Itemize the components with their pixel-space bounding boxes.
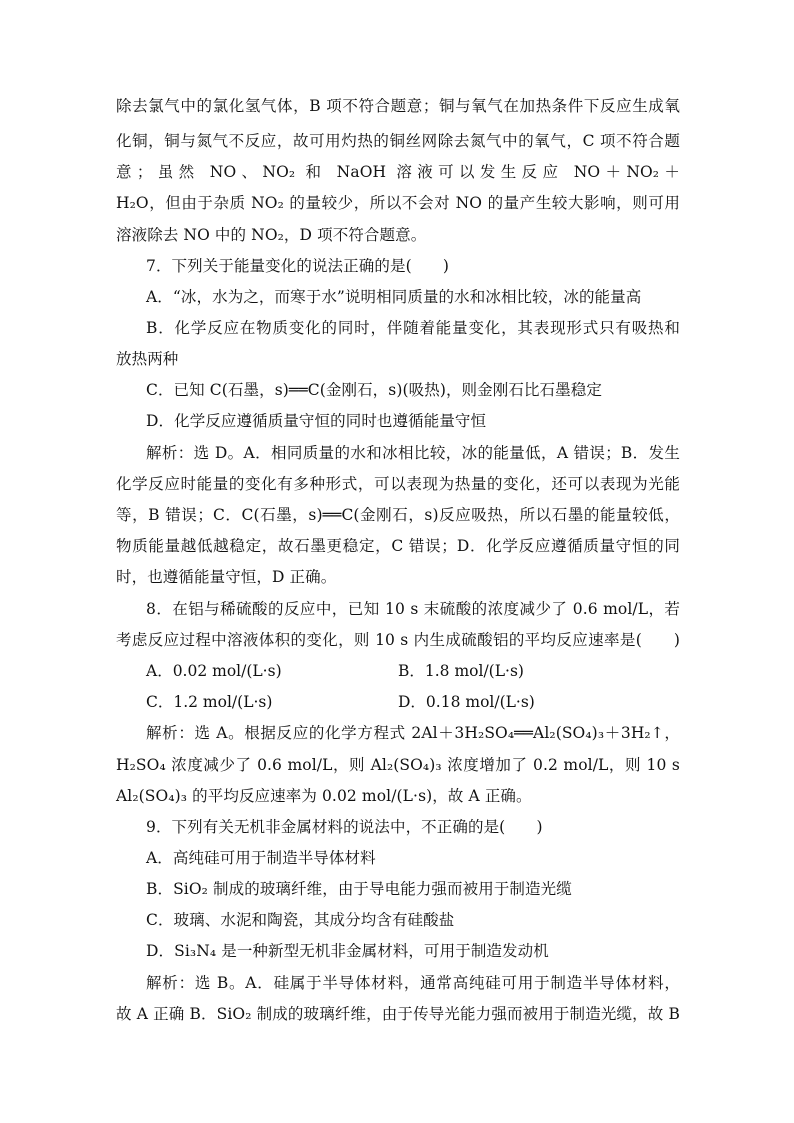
question-8-option-c: C．1.2 mol/(L·s) — [146, 693, 273, 711]
question-7-analysis: 时，也遵循能量守恒，D 正确。 — [116, 568, 337, 586]
question-9-option-b: B．SiO₂ 制成的玻璃纤维，由于导电能力强而被用于制造光缆 — [146, 880, 572, 898]
question-7-option-c: C．已知 C(石墨，s)══C(金刚石，s)(吸热)，则金刚石比石墨稳定 — [146, 381, 602, 399]
question-8-analysis: Al₂(SO₄)₃ 的平均反应速率为 0.02 mol/(L·s)，故 A 正确。 — [116, 787, 532, 805]
question-7-analysis: 物质能量越低越稳定，故石墨更稳定，C 错误；D．化学反应遵循质量守恒的同 — [116, 537, 680, 555]
question-7-option-d: D．化学反应遵循质量守恒的同时也遵循能量守恒 — [146, 412, 487, 430]
question-9-stem: 9．下列有关无机非金属材料的说法中，不正确的是( ) — [146, 818, 543, 836]
question-9-option-a: A．高纯硅可用于制造半导体材料 — [146, 849, 376, 867]
question-7-option-b: B．化学反应在物质变化的同时，伴随着能量变化，其表现形式只有吸热和 — [146, 319, 680, 337]
question-7-analysis: 化学反应时能量的变化有多种形式，可以表现为热量的变化，还可以表现为光能 — [116, 475, 680, 493]
question-8-option-d: D．0.18 mol/(L·s) — [398, 693, 535, 711]
question-8-analysis: H₂SO₄ 浓度减少了 0.6 mol/L，则 Al₂(SO₄)₃ 浓度增加了 0.2 mol/L，则 10 s — [116, 756, 680, 774]
question-7-option-a: A．“冰，水为之，而寒于水”说明相同质量的水和冰相比较，冰的能量高 — [146, 288, 642, 306]
question-9-analysis: 解析：选 B。A．硅属于半导体材料，通常高纯硅可用于制造半导体材料， — [146, 974, 680, 992]
question-9-option-c: C．玻璃、水泥和陶瓷，其成分均含有硅酸盐 — [146, 911, 455, 929]
question-7-analysis: 解析：选 D。A．相同质量的水和冰相比较，冰的能量低，A 错误；B．发生 — [146, 444, 680, 462]
text-line: 意；虽然 NO、NO₂ 和 NaOH 溶液可以发生反应 NO＋NO₂＋ — [116, 163, 680, 181]
text-line: 溶液除去 NO 中的 NO₂，D 项不符合题意。 — [116, 226, 427, 244]
text-line: 除去氯气中的氯化氢气体，B 项不符合题意；铜与氧气在加热条件下反应生成氧 — [116, 97, 680, 115]
text-line: 化铜，铜与氮气不反应，故可用灼热的铜丝网除去氮气中的氧气，C 项不符合题 — [116, 132, 680, 150]
question-8-stem: 8．在铝与稀硫酸的反应中，已知 10 s 末硫酸的浓度减少了 0.6 mol/L，若 — [146, 600, 680, 618]
question-7-analysis: 等，B 错误；C．C(石墨，s)══C(金刚石，s)反应吸热，所以石墨的能量较低， — [116, 506, 680, 524]
question-9-option-d: D．Si₃N₄ 是一种新型无机非金属材料，可用于制造发动机 — [146, 942, 549, 960]
question-7-stem: 7．下列关于能量变化的说法正确的是( ) — [146, 257, 450, 275]
question-7-option-b-cont: 放热两种 — [116, 350, 179, 368]
question-8-option-a: A．0.02 mol/(L·s) — [146, 662, 282, 680]
text-line: H₂O，但由于杂质 NO₂ 的量较少，所以不会对 NO 的量产生较大影响，则可用 — [116, 194, 680, 212]
question-8-analysis: 解析：选 A。根据反应的化学方程式 2Al＋3H₂SO₄══Al₂(SO₄)₃＋3H₂↑， — [146, 724, 680, 742]
question-9-analysis: 故 A 正确 B．SiO₂ 制成的玻璃纤维，由于传导光能力强而被用于制造光缆，故 B — [116, 1005, 680, 1023]
question-8-stem: 考虑反应过程中溶液体积的变化，则 10 s 内生成硫酸铝的平均反应速率是( ) — [116, 631, 680, 649]
question-8-option-b: B．1.8 mol/(L·s) — [398, 662, 524, 680]
